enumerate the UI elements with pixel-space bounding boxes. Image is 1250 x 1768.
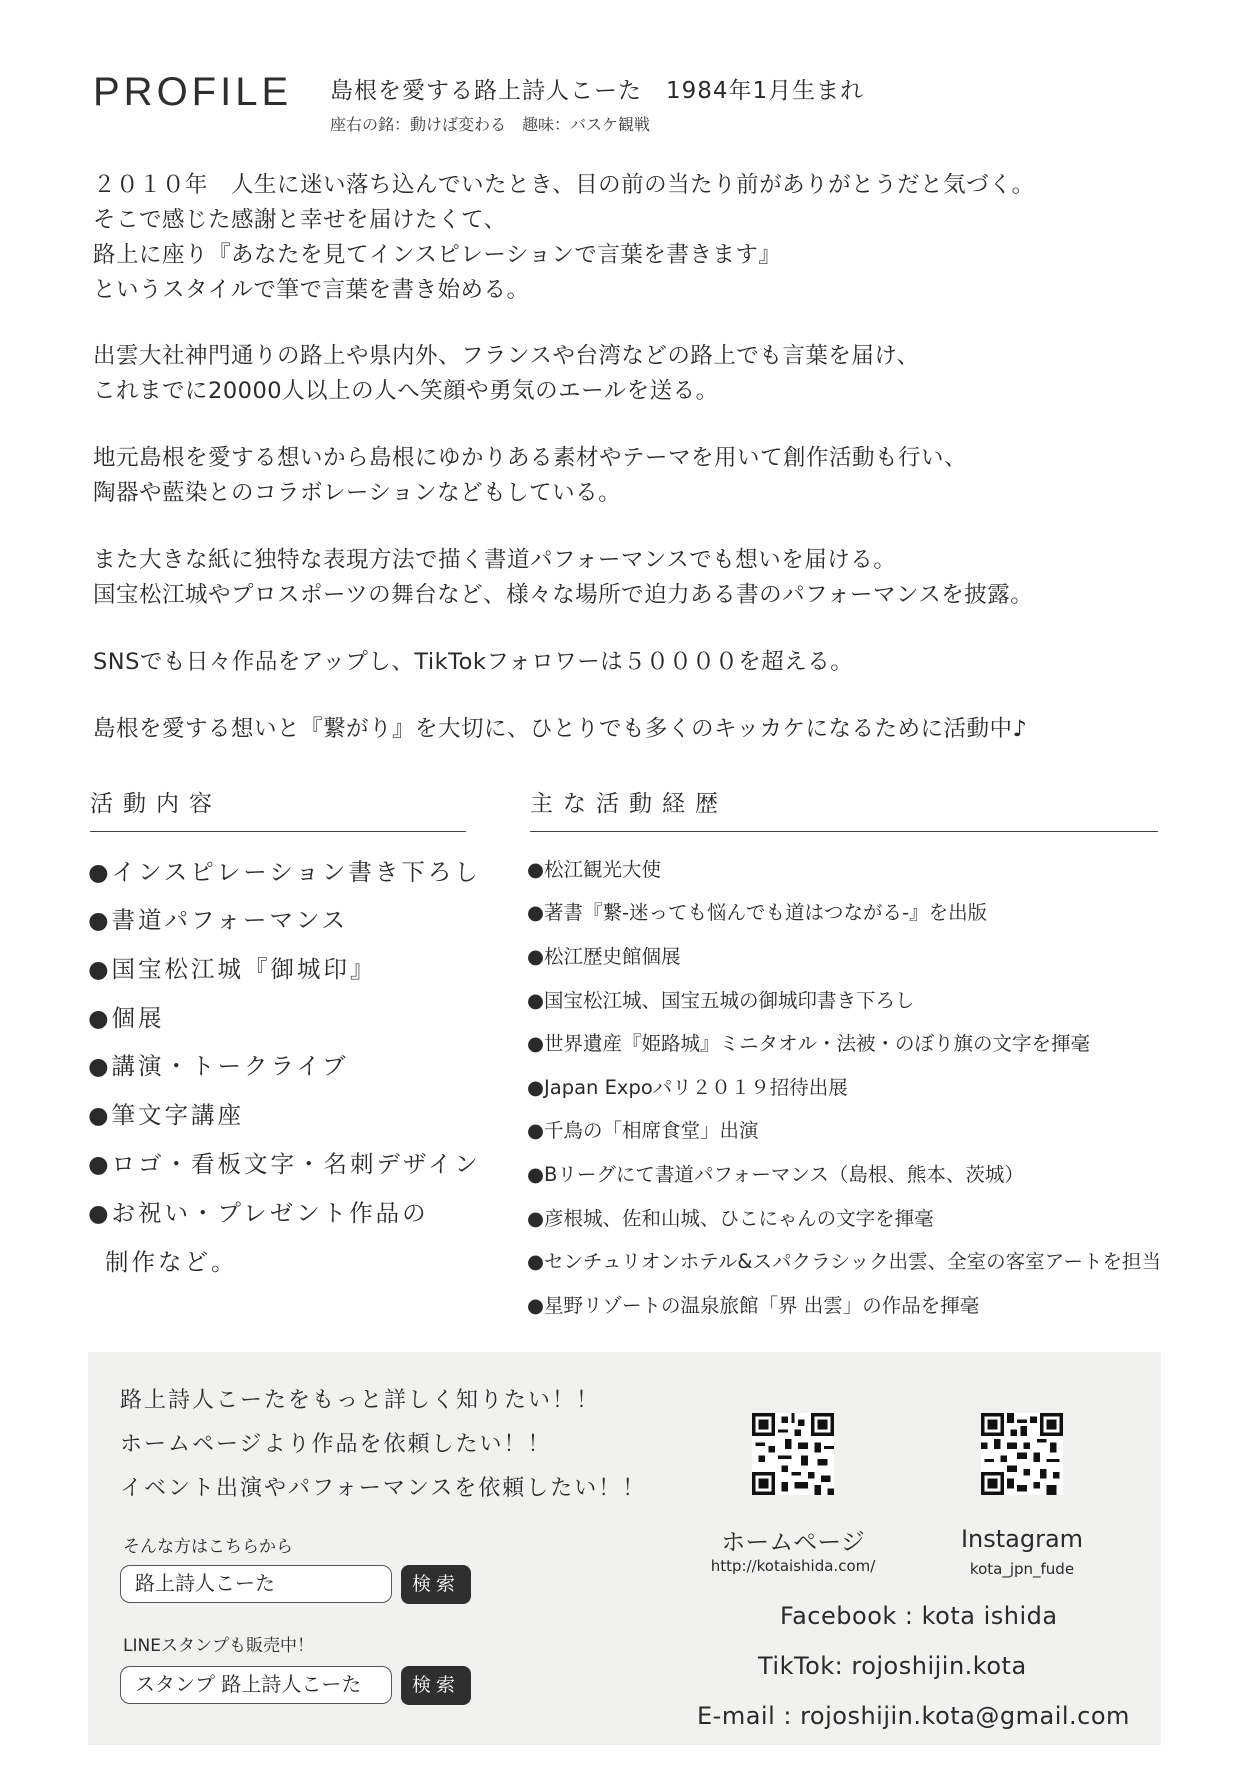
bio-line: 地元島根を愛する想いから島根にゆかりある素材やテーマを用いて創作活動も行い、 (93, 445, 968, 471)
history-item: ●Bリーグにて書道パフォーマンス（島根、熊本、茨城） (527, 1163, 1024, 1186)
stamp-search-button[interactable]: 検索 (401, 1666, 471, 1705)
profile-heading: PROFILE (93, 70, 293, 114)
activities-title: 活動内容 (90, 791, 222, 817)
tiktok-link[interactable]: TikTok: rojoshijin.kota (758, 1652, 1027, 1680)
tagline: 島根を愛する路上詩人こーた 1984年1月生まれ (330, 78, 865, 104)
history-item: ●世界遺産『姫路城』ミニタオル・法被・のぼり旗の文字を揮毫 (527, 1032, 1091, 1055)
activity-item: ●筆文字講座 (88, 1101, 245, 1129)
email-link[interactable]: E-mail : rojoshijin.kota@gmail.com (697, 1702, 1130, 1730)
activity-item: ●ロゴ・看板文字・名刺デザイン (88, 1150, 481, 1178)
activity-item: ●国宝松江城『御城印』 (88, 955, 377, 983)
cta-line: イベント出演やパフォーマンスを依頼したい！！ (120, 1476, 647, 1501)
bio-line: SNSでも日々作品をアップし、TikTokフォロワーは５００００を超える。 (93, 649, 854, 675)
bio-line: そこで感じた感謝と幸せを届けたくて、 (93, 207, 507, 233)
activity-item: ●書道パフォーマンス (88, 906, 349, 934)
stamp-search-input[interactable]: スタンプ 路上詩人こーた (120, 1666, 392, 1704)
bio-line: 陶器や藍染とのコラボレーションなどもしている。 (93, 480, 622, 506)
bio-line: これまでに20000人以上の人へ笑顔や勇気のエールを送る。 (93, 378, 719, 404)
homepage-url-link[interactable]: http://kotaishida.com/ (710, 1557, 876, 1575)
history-item: ●千鳥の「相席食堂」出演 (527, 1119, 759, 1142)
homepage-qr-icon[interactable] (752, 1413, 834, 1495)
bio-line: というスタイルで筆で言葉を書き始める。 (93, 277, 530, 303)
cta-line: ホームページより作品を依頼したい！！ (120, 1432, 552, 1457)
bio-line: 出雲大社神門通りの路上や県内外、フランスや台湾などの路上でも言葉を届け、 (93, 343, 920, 369)
history-item: ●Japan Expoパリ２０１９招待出展 (527, 1076, 848, 1099)
history-divider (530, 831, 1158, 832)
instagram-qr-icon[interactable] (981, 1413, 1063, 1495)
activity-item: ●講演・トークライブ (88, 1052, 349, 1080)
activity-item: ●インスピレーション書き下ろし (88, 858, 481, 886)
search-prompt: そんな方はこちらから (123, 1537, 293, 1557)
search-button[interactable]: 検索 (401, 1565, 471, 1604)
activity-item: ●個展 (88, 1004, 165, 1032)
activities-divider (90, 831, 466, 832)
instagram-handle-link[interactable]: kota_jpn_fude (969, 1560, 1075, 1578)
bio-line: 島根を愛する想いと『繋がり』を大切に、ひとりでも多くのキッカケになるために活動中♪ (93, 716, 1028, 742)
history-item: ●星野リゾートの温泉旅館「界 出雲」の作品を揮毫 (527, 1294, 980, 1317)
line-stamp-note: LINEスタンプも販売中！ (123, 1636, 314, 1656)
instagram-label: Instagram (960, 1525, 1084, 1553)
motto: 座右の銘：動けば変わる 趣味：バスケ観戦 (330, 115, 651, 134)
bio-line: 国宝松江城やプロスポーツの舞台など、様々な場所で迫力ある書のパフォーマンスを披露。 (93, 582, 1034, 608)
history-title: 主な活動経歴 (530, 791, 728, 817)
bio-line: また大きな紙に独特な表現方法で描く書道パフォーマンスでも想いを届ける。 (93, 547, 897, 573)
activity-item: 制作など。 (105, 1248, 238, 1276)
history-item: ●松江観光大使 (527, 858, 662, 881)
bio-line: 路上に座り『あなたを見てインスピレーションで言葉を書きます』 (93, 242, 782, 268)
history-item: ●彦根城、佐和山城、ひこにゃんの文字を揮毫 (527, 1207, 934, 1230)
history-item: ●松江歴史館個展 (527, 945, 681, 968)
cta-line: 路上詩人こーたをもっと詳しく知りたい！！ (120, 1388, 601, 1413)
facebook-link[interactable]: Facebook : kota ishida (780, 1602, 1058, 1630)
history-item: ●著書『繋-迷っても悩んでも道はつながる-』を出版 (527, 901, 988, 924)
activity-item: ●お祝い・プレゼント作品の (88, 1199, 429, 1227)
history-item: ●センチュリオンホテル&スパクラシック出雲、全室の客室アートを担当 (527, 1250, 1161, 1273)
homepage-label: ホームページ (721, 1528, 865, 1556)
history-item: ●国宝松江城、国宝五城の御城印書き下ろし (527, 989, 915, 1012)
search-input[interactable]: 路上詩人こーた (120, 1565, 392, 1603)
bio-line: ２０１０年 人生に迷い落ち込んでいたとき、目の前の当たり前がありがとうだと気づく。 (93, 172, 1035, 198)
